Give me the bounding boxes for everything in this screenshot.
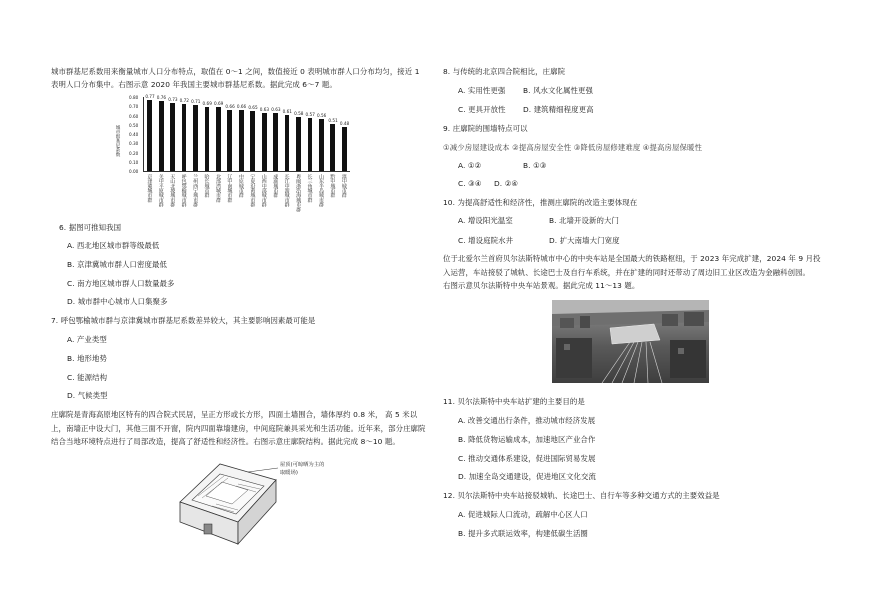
chart-bar [216, 107, 221, 171]
chart-y-tick: 0.70 [129, 104, 139, 110]
chart-category-label: 辽中南城市群 [226, 174, 233, 203]
chart-y-tick: 0.00 [129, 169, 139, 174]
chart-value-label: 0.48 [339, 120, 350, 126]
chart-bar [182, 104, 187, 171]
intro3-line-1: 位于北爱尔兰首府贝尔法斯特城市中心的中央车站是全国最大的铁路枢纽，于 2023 年完成扩建，2024 年 9 月投 [443, 254, 821, 263]
q6-option-b: B. 京津冀城市群人口密度最低 [67, 260, 167, 269]
q9-option-c: C. ③④ [458, 179, 482, 188]
chart-bar [273, 113, 278, 171]
chart-category-label: 哈长城市群 [203, 174, 210, 198]
q12-option-a: A. 促进城际人口流动，疏解中心区人口 [458, 510, 588, 519]
chart-bar [308, 118, 313, 171]
chart-y-axis-label: 城市群基尼系数 [115, 125, 120, 157]
q8-option-d: D. 建筑精细程度更高 [523, 105, 594, 114]
q12-option-b: B. 提升多式联运效率，构建低碳生活圈 [458, 529, 588, 538]
chart-category-label: 山西中部城市群 [260, 174, 267, 207]
question-11: 11. 贝尔法斯特中央车站扩建的主要目的是 [443, 397, 585, 406]
intro-text-2: 表明人口分布集中。右图示意 2020 年我国主要城市群基尼系数。据此完成 6～7 题。 [51, 80, 337, 89]
chart-category-label: 京津冀城市群 [146, 174, 153, 203]
chart-category-label: 北部湾城市群 [214, 174, 221, 203]
chart-category-label: 成渝城市群 [272, 174, 279, 198]
chart-bar [342, 127, 347, 171]
gini-chart [115, 93, 350, 217]
q8-option-b: B. 风水文化属性更强 [523, 86, 593, 95]
question-9: 9. 庄廓院的围墙特点可以 [443, 124, 528, 133]
q10-option-d: D. 扩大南墙大门宽度 [549, 236, 620, 245]
chart-y-tick: 0.40 [129, 132, 139, 137]
question-7: 7. 呼包鄂榆城市群与京津冀城市群基尼系数差异较大，其主要影响因素最可能是 [51, 316, 316, 325]
q8-option-c: C. 更具开放性 [458, 105, 506, 114]
q7-option-b: B. 地形地势 [67, 354, 108, 363]
chart-value-label: 0.77 [145, 93, 155, 99]
chart-value-label: 0.71 [191, 99, 201, 105]
question-10: 10. 为提高舒适性和经济性，推测庄廓院的改造主要体现在 [443, 198, 638, 207]
chart-bar [285, 115, 290, 171]
chart-category-label: 宁夏沿黄城市群 [249, 174, 256, 207]
intro-text-1: 城市群基尼系数用来衡量城市人口分布特点，取值在 0～1 之间，数值接近 0 表明城市群人口分布均匀，接近 1 [51, 67, 420, 76]
chart-category-label: 关中平原城市群 [157, 174, 164, 207]
chart-bar [205, 107, 210, 171]
chart-category-label: 呼包鄂榆城市群 [180, 174, 187, 207]
chart-bar [227, 110, 232, 171]
chart-bar [250, 111, 255, 171]
chart-y-tick: 0.50 [129, 122, 139, 128]
q11-option-a: A. 改善交通出行条件，推动城市经济发展 [458, 416, 596, 425]
q11-option-b: B. 降低货物运输成本，加速地区产业合作 [458, 435, 596, 444]
chart-bar [330, 124, 335, 171]
diagram-label-line-1: 屋顶(可晾晒为主的 [280, 462, 325, 468]
q11-option-c: C. 推动交通体系建设，促进国际贸易发展 [458, 454, 596, 463]
chart-value-label: 0.76 [156, 94, 167, 100]
intro2-line-2: 上，南墙正中设大门，其他三面不开窗，院内四面靠墙建房，中间庭院兼具采光和生活功能。近年来，部分庄廓院 [51, 424, 426, 433]
q10-option-b: B. 北墙开设新的大门 [549, 216, 619, 225]
chart-value-label: 0.73 [168, 97, 178, 103]
q7-option-d: D. 气候类型 [67, 391, 108, 400]
chart-y-tick: 0.10 [129, 159, 139, 165]
chart-category-label: 粤闽浙沿海城市群 [295, 174, 302, 212]
chart-bar [319, 119, 324, 171]
chart-bar [262, 113, 267, 171]
q8-option-a: A. 实用性更强 [458, 86, 506, 95]
question-8: 8. 与传统的北京四合院相比，庄廓院 [443, 67, 566, 76]
chart-bar [147, 100, 152, 171]
chart-value-label: 0.57 [305, 112, 315, 118]
chart-category-label: 天山北坡城市群 [169, 174, 176, 207]
chart-category-label: 黔中城市群 [329, 174, 336, 198]
chart-value-label: 0.51 [328, 117, 338, 123]
chart-y-tick: 0.30 [129, 141, 139, 147]
q11-option-d: D. 加速全岛交通建设，促进地区文化交流 [458, 472, 597, 481]
q10-option-a: A. 增设阳光温室 [458, 216, 513, 225]
q6-option-d: D. 城市群中心城市人口集聚多 [67, 297, 168, 306]
chart-value-label: 0.61 [282, 108, 292, 114]
question-6: 6. 据图可推知我国 [59, 223, 122, 232]
chart-category-label: 中原城市群 [237, 174, 244, 198]
intro2-line-3: 结合当地环境特点进行了局部改造，提高了舒适性和经济性。右图示意庄廓院结构。据此完成 8～10 题。 [51, 437, 400, 446]
q7-option-a: A. 产业类型 [67, 335, 107, 344]
chart-category-label: 长江中游城市群 [283, 174, 290, 207]
chart-value-label: 0.65 [248, 104, 258, 110]
chart-value-label: 0.66 [225, 103, 235, 109]
chart-value-label: 0.63 [271, 106, 281, 112]
chart-value-label: 0.58 [294, 111, 304, 117]
question-12: 12. 贝尔法斯特中央车站接驳城轨、长途巴士、自行车等多种交通方式的主要效益是 [443, 491, 720, 500]
q7-option-c: C. 能源结构 [67, 373, 108, 382]
q9-statements: ①减少房屋建设成本 ②提高房屋安全性 ③降低房屋修建难度 ④提高房屋保暖性 [443, 143, 702, 152]
intro3-line-2: 入运营，车站接驳了城轨、长途巴士及自行车系统，并在扩建的同时还带动了周边旧工业区改造为金融科创园。 [443, 268, 811, 277]
chart-value-label: 0.69 [202, 101, 212, 107]
chart-bar [170, 103, 175, 171]
chart-category-label: 山东半岛城市群 [317, 174, 324, 207]
chart-category-label: 滇中城市群 [340, 174, 347, 198]
chart-y-tick: 0.60 [129, 113, 139, 119]
chart-y-tick: 0.80 [129, 95, 139, 100]
chart-value-label: 0.63 [259, 106, 270, 112]
chart-category-label: 长三角城市群 [306, 174, 313, 203]
q6-option-a: A. 西北地区城市群等级最低 [67, 241, 160, 250]
q6-option-c: C. 南方地区城市群人口数量最多 [67, 279, 175, 288]
q10-option-c: C. 增设庭院水井 [458, 236, 514, 245]
intro3-line-3: 右图示意贝尔法斯特中央车站景观。据此完成 11～13 题。 [443, 281, 640, 290]
diagram-label-line-2: 取暖场) [280, 470, 298, 476]
chart-bar [296, 117, 301, 171]
chart-bar [239, 110, 244, 171]
q9-option-d: D. ②④ [494, 179, 519, 188]
station-photo-scene [552, 300, 709, 383]
chart-value-label: 0.69 [213, 101, 224, 107]
chart-value-label: 0.66 [236, 103, 247, 109]
chart-y-tick: 0.20 [129, 150, 139, 156]
chart-bar [159, 101, 164, 171]
chart-value-label: 0.56 [316, 113, 327, 119]
q9-option-a: A. ①② [458, 161, 482, 170]
chart-category-label: 兰州西宁城市群 [192, 174, 199, 207]
q9-option-b: B. ①③ [523, 161, 547, 170]
intro2-line-1: 庄廓院是青海高原地区特有的四合院式民居，呈正方形或长方形，四面土墙围合，墙体厚约 0.8 米， 高 5 米以 [51, 410, 418, 419]
station-photo [552, 300, 709, 383]
chart-bar [193, 105, 198, 171]
chart-value-label: 0.72 [179, 98, 189, 104]
